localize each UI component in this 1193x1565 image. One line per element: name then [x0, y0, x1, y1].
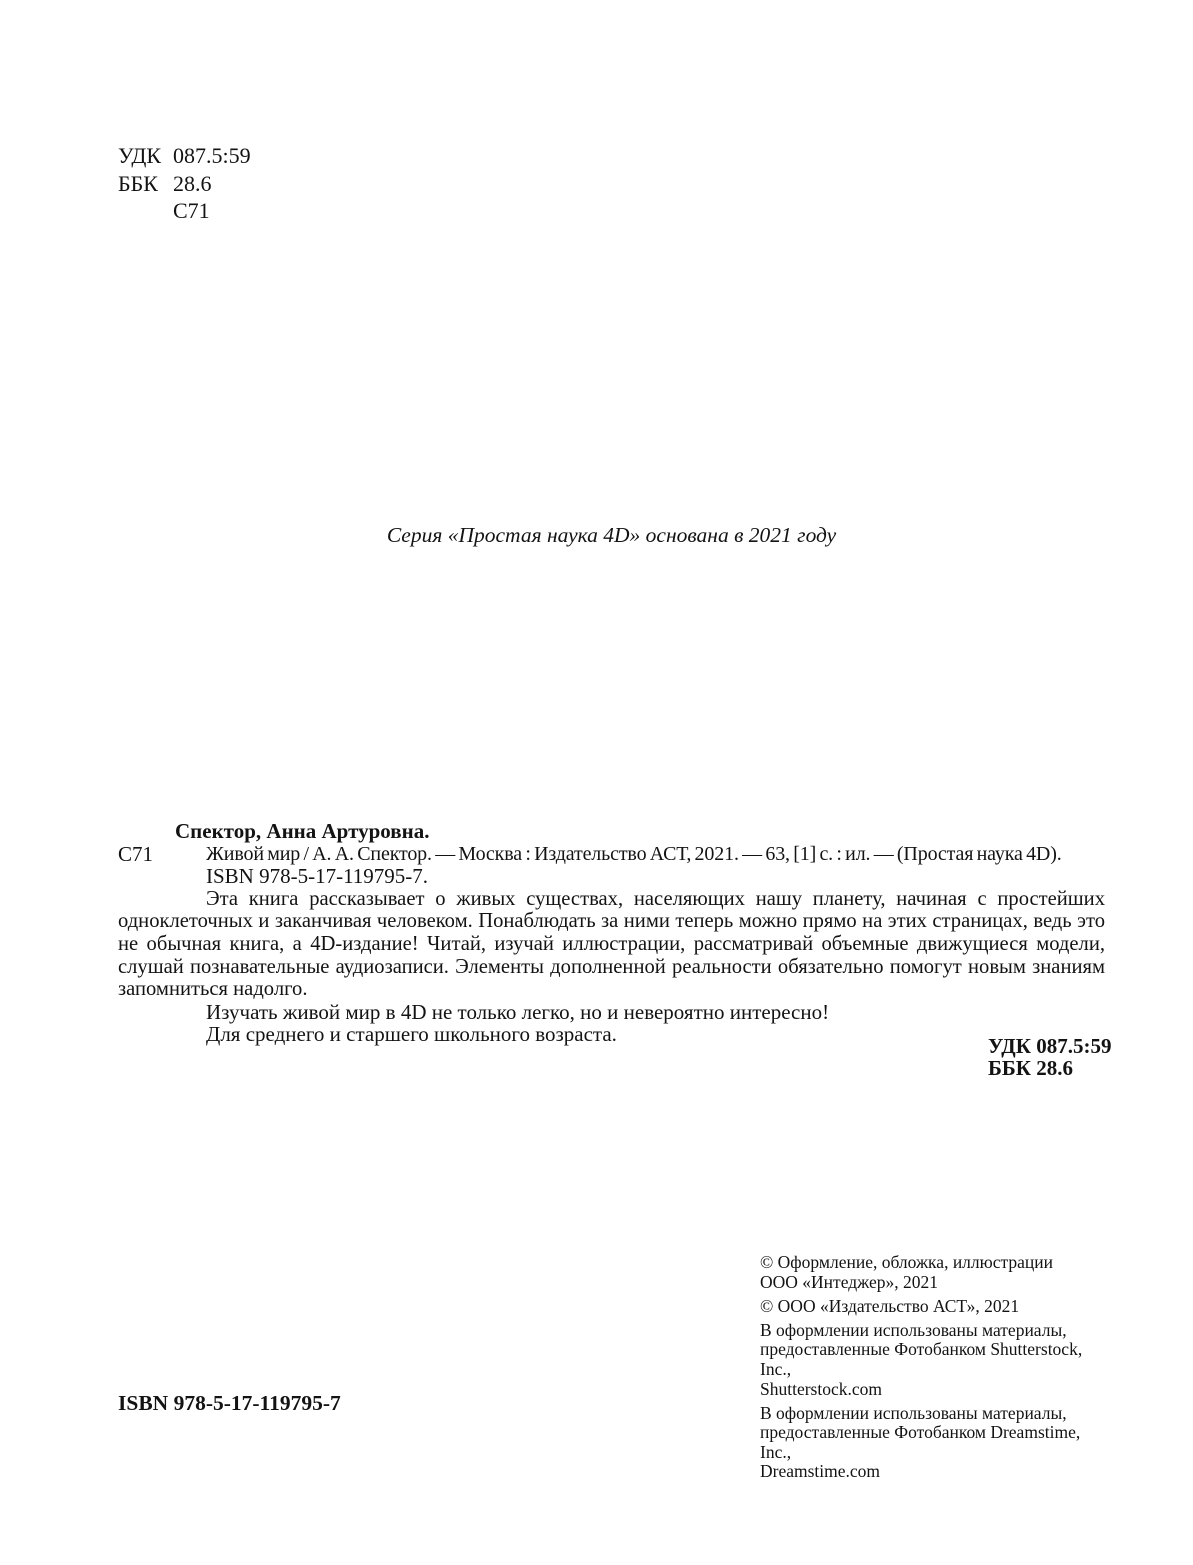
top-classification-codes [118, 142, 251, 225]
copyright-entry-publisher [760, 1297, 1115, 1317]
bbk-label: ББК [118, 170, 158, 196]
udk-bottom: УДК 087.5:59 [988, 1034, 1112, 1058]
annotation-paragraph: Эта книга рассказывает о живых существах, населяющих нашу планету, начиная с простейших одноклеточных и заканчивая человеком. Понаблюдать за ними теперь можно прямо на этих страницах, ведь это не обычная книга, а 4D-издание! Читай, изучай иллюстрации, рассматривай объемные движущиеся модели, слушай познавательные аудиозаписи. Элементы дополненной реальности обязательно помогут новым знаниям запомниться надолго. [118, 887, 1105, 1001]
udk-row [118, 142, 251, 170]
udk-value: 087.5:59 [173, 143, 251, 168]
udk-label: УДК [118, 143, 162, 168]
author-sign-top: С71 [173, 198, 210, 223]
copyright-line: В оформлении использованы материалы, [760, 1402, 1067, 1423]
bbk-row [118, 170, 251, 198]
series-note: Серия «Простая наука 4D» основана в 2021 году [386, 523, 837, 547]
copyright-entry-dreamstime [760, 1404, 1115, 1482]
bbk-bottom: ББК 28.6 [988, 1055, 1073, 1080]
copyright-block [760, 1253, 1115, 1487]
note-line-1: Изучать живой мир в 4D не только легко, но и невероятно интересно! [206, 999, 830, 1024]
catalog-entry [118, 820, 1105, 1046]
copyright-line: предоставленные Фотобанком Dreamstime, Inc., [760, 1422, 1081, 1462]
copyright-line: В оформлении использованы материалы, [760, 1319, 1067, 1340]
isbn-line: ISBN 978-5-17-119795-7. [206, 864, 429, 889]
copyright-line: Shutterstock.com [760, 1378, 882, 1399]
bottom-classification-codes [988, 1036, 1111, 1079]
copyright-line: © ООО «Издательство АСТ», 2021 [760, 1295, 1020, 1316]
copyright-line: ООО «Интеджер», 2021 [760, 1271, 939, 1292]
bibliographic-line: Живой мир / А. А. Спектор. — Москва : Издательство АСТ, 2021. — 63, [1] с. : ил. — (Простая наука 4D). [206, 842, 1062, 865]
author-heading: Спектор, Анна Артуровна. [175, 819, 430, 843]
copyright-entry-shutterstock [760, 1321, 1115, 1399]
bibliographic-row [118, 843, 1105, 866]
author-sign-row [118, 197, 251, 225]
note-line-2: Для среднего и старшего школьного возраста. [206, 1022, 617, 1047]
copyright-line: © Оформление, обложка, иллюстрации [760, 1252, 1053, 1272]
isbn-bottom: ISBN 978-5-17-119795-7 [118, 1391, 341, 1415]
copyright-entry-design [760, 1253, 1115, 1292]
bbk-value: 28.6 [173, 170, 212, 196]
author-sign-spacer [118, 197, 173, 225]
author-sign-margin: С71 [118, 841, 154, 866]
copyright-line: Dreamstime.com [760, 1461, 881, 1482]
copyright-line: предоставленные Фотобанком Shutterstock, Inc., [760, 1339, 1083, 1379]
